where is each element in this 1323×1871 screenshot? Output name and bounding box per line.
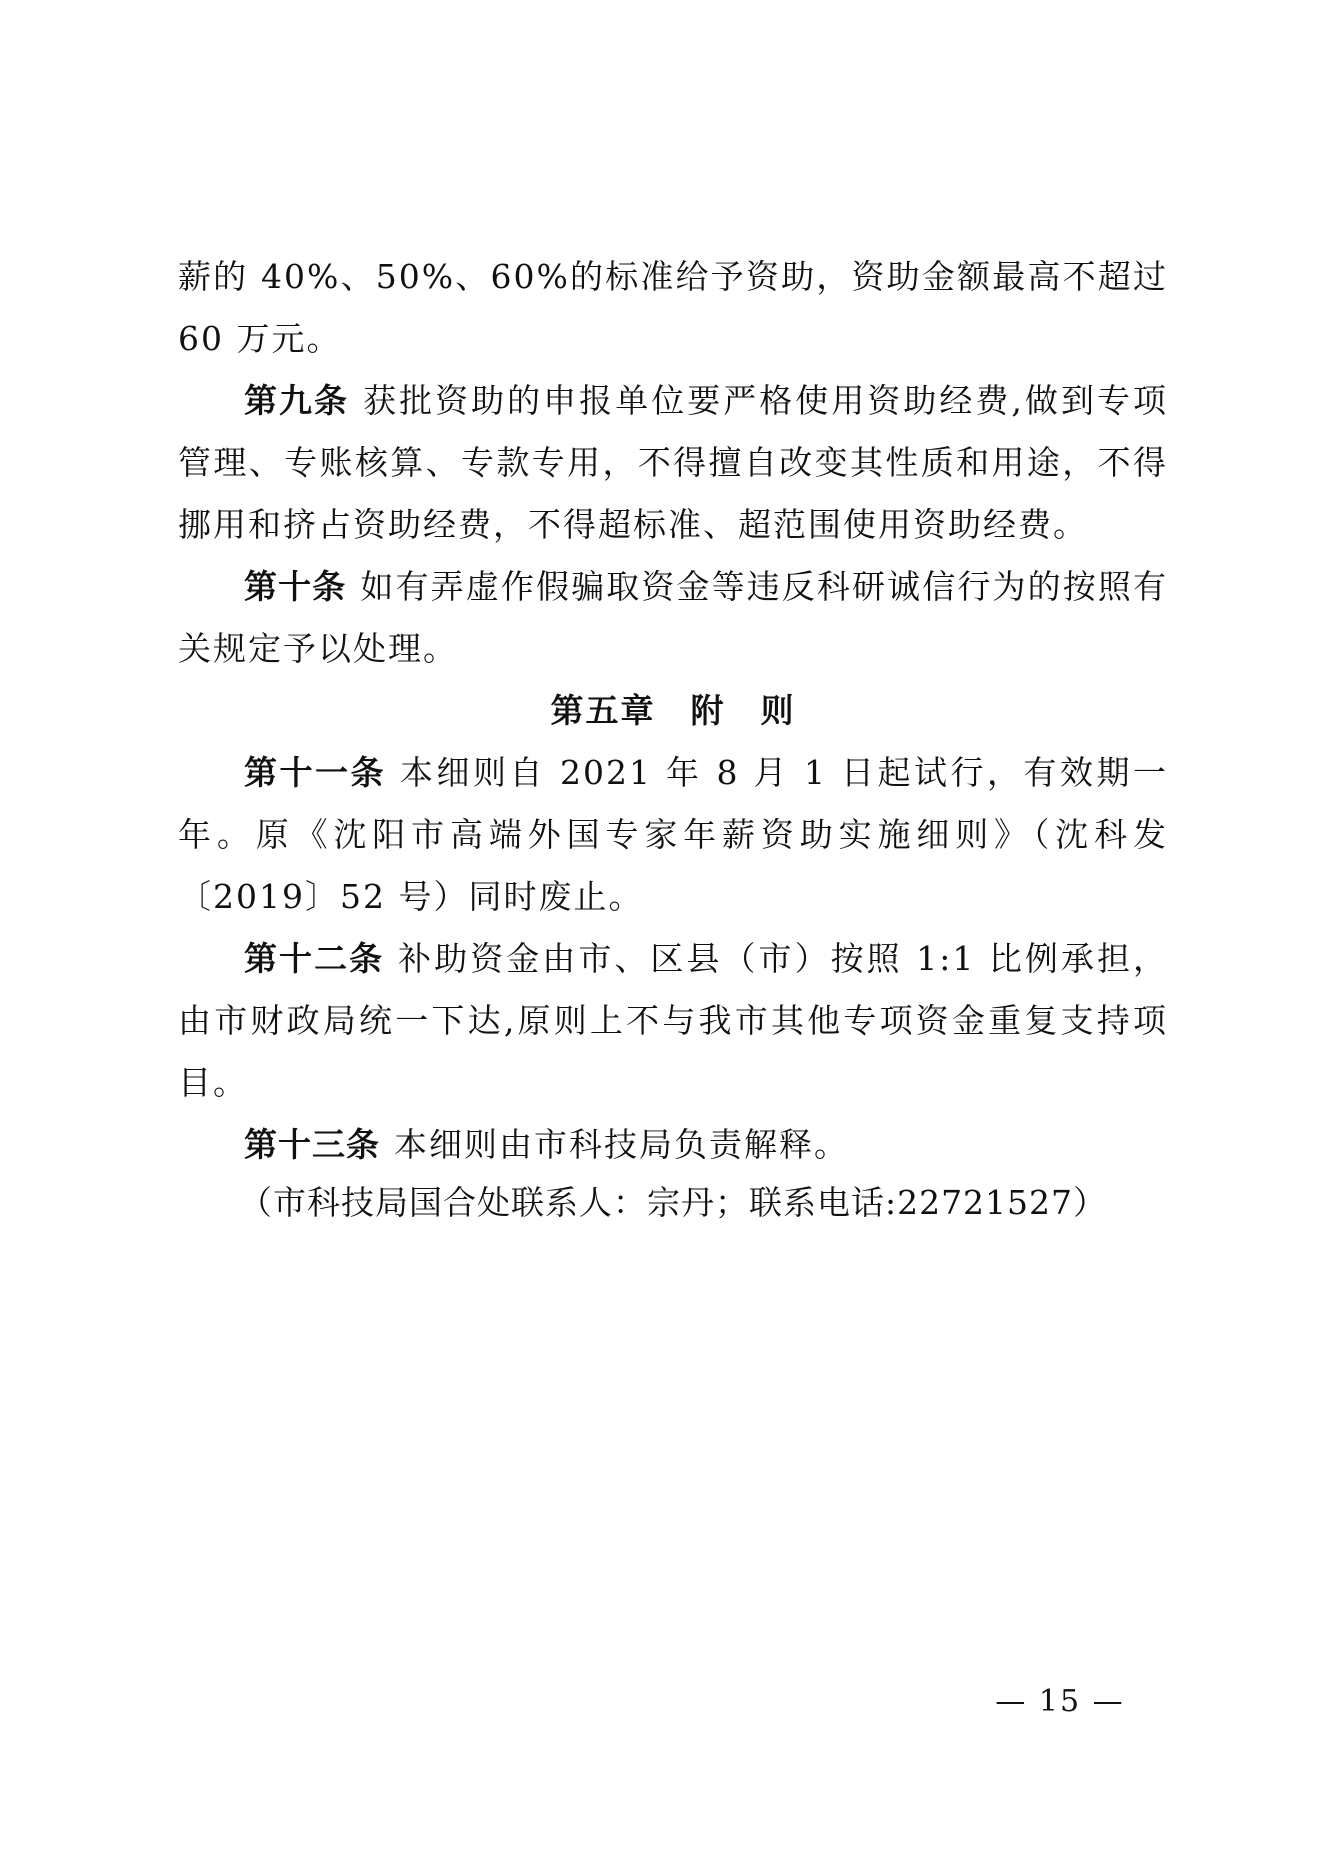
article-13 xyxy=(178,1114,1168,1176)
intro-continuation xyxy=(178,246,1168,370)
article-13-number: 第十三条 xyxy=(244,1125,380,1164)
document-body xyxy=(178,246,1168,1176)
article-10-text: 如有弄虚作假骗取资金等违反科研诚信行为的按照有关规定予以处理。 xyxy=(178,567,1169,668)
article-12 xyxy=(178,928,1168,1114)
article-13-text: 本细则由市科技局负责解释。 xyxy=(394,1125,849,1164)
article-12-number: 第十二条 xyxy=(244,939,385,978)
page-number: — 15 — xyxy=(995,1684,1125,1719)
article-12-text: 补助资金由市、区县（市）按照 1:1 比例承担，由市财政局统一下达,原则上不与我市其他专项资金重复支持项目。 xyxy=(178,939,1169,1102)
article-9-text: 获批资助的申报单位要严格使用资助经费,做到专项管理、专账核算、专款专用，不得擅自改变其性质和用途，不得挪用和挤占资助经费，不得超标准、超范围使用资助经费。 xyxy=(178,381,1168,544)
article-9-number: 第九条 xyxy=(244,381,350,420)
intro-continuation-text: 薪的 40%、50%、60%的标准给予资助，资助金额最高不超过 60 万元。 xyxy=(178,257,1168,358)
article-11 xyxy=(178,742,1168,928)
article-11-number: 第十一条 xyxy=(244,753,387,792)
article-9 xyxy=(178,370,1168,556)
chapter-title: 第五章 附 则 xyxy=(550,691,796,730)
article-11-text: 本细则自 2021 年 8 月 1 日起试行，有效期一年。原《沈阳市高端外国专家年薪资助实施细则》（沈科发〔2019〕52 号）同时废止。 xyxy=(178,753,1168,916)
contact-note: （市科技局国合处联系人：宗丹；联系电话:22721527） xyxy=(238,1183,1108,1222)
article-10 xyxy=(178,556,1168,680)
article-10-number: 第十条 xyxy=(244,567,347,606)
